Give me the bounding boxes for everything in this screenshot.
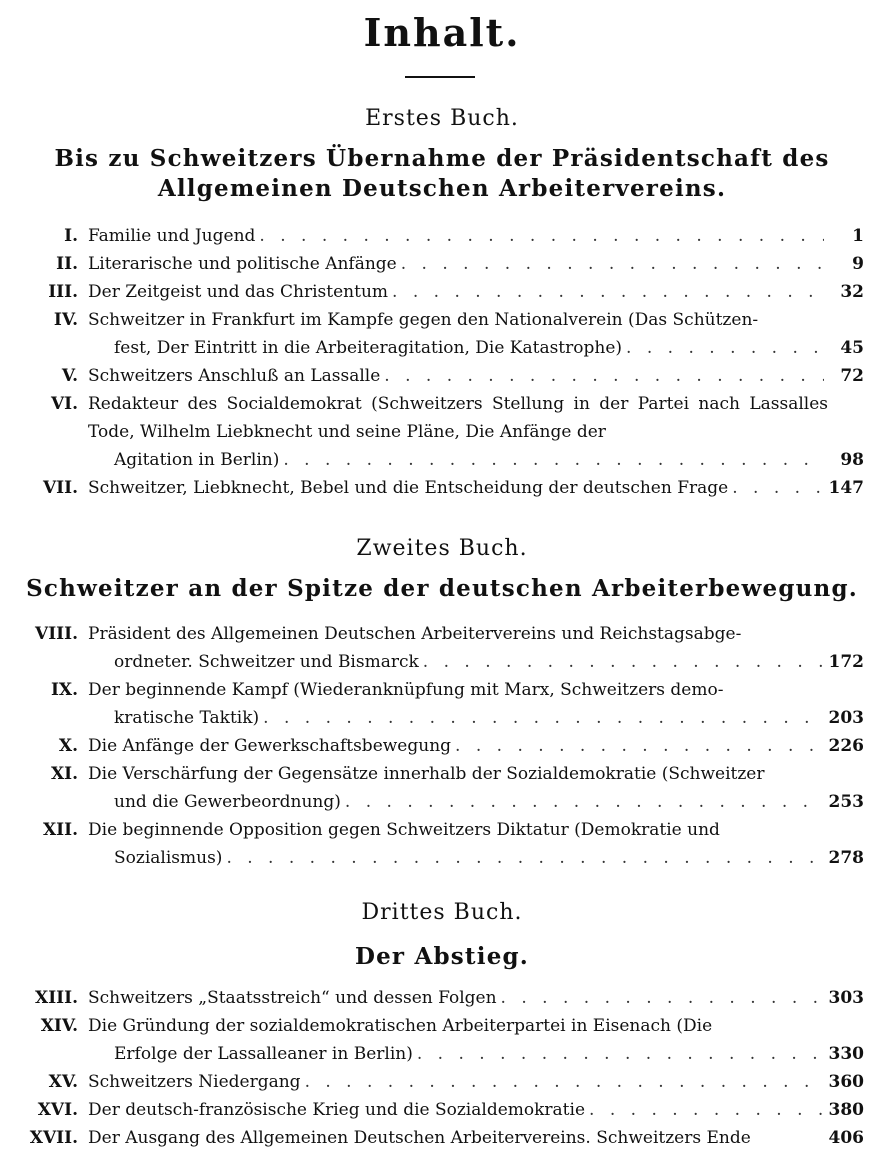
chapter-text xyxy=(88,306,828,362)
dot-leader xyxy=(283,446,824,474)
title-rule xyxy=(405,76,475,78)
page-number: 32 xyxy=(840,282,864,302)
page-number: 303 xyxy=(828,988,864,1008)
chapter-text xyxy=(88,620,828,676)
chapter-title-last-line xyxy=(88,278,828,306)
dot-leader xyxy=(401,250,824,278)
dot-leader xyxy=(423,648,824,676)
toc-entry xyxy=(0,1068,884,1096)
page-number: 203 xyxy=(828,708,864,728)
dot-leader xyxy=(384,362,824,390)
page-number: 226 xyxy=(828,736,864,756)
chapter-title-first-lines: Die Gründung der sozialdemokratischen Arbeiterpartei in Eisenach (Die xyxy=(88,1016,713,1036)
chapter-number: XV. xyxy=(48,1072,78,1092)
chapter-text xyxy=(88,816,828,872)
page-number: 278 xyxy=(828,848,864,868)
chapter-title: Agitation in Berlin) xyxy=(114,450,280,470)
chapter-text xyxy=(88,676,828,732)
page-number: 9 xyxy=(852,254,864,274)
chapter-text xyxy=(88,732,828,760)
page-number: 330 xyxy=(828,1044,864,1064)
chapter-number: III. xyxy=(48,282,78,302)
chapter-title: kratische Taktik) xyxy=(114,708,260,728)
book-3-title: Der Abstieg. xyxy=(354,943,530,970)
chapter-title-last-line xyxy=(114,1040,828,1068)
chapter-title: Schweitzers Anschluß an Lassalle xyxy=(88,366,381,386)
chapter-title: Schweitzer, Liebknecht, Bebel und die Entscheidung der deutschen Frage xyxy=(88,478,729,498)
toc-entry xyxy=(0,474,884,502)
chapter-number: IX. xyxy=(50,680,78,700)
chapter-text xyxy=(88,278,828,306)
dot-leader xyxy=(626,334,824,362)
chapter-title-last-line xyxy=(88,1096,828,1124)
toc-entry xyxy=(0,760,884,816)
chapter-title-first-lines: Redakteur des Socialdemokrat (Schweitzers Stellung in der Partei nach Lassalles Tode, Wilhelm Liebknecht und seine Pläne, Die Anfänge der xyxy=(88,394,828,442)
chapter-title-last-line xyxy=(88,732,828,760)
chapter-text xyxy=(88,390,828,474)
page-number: 45 xyxy=(840,338,864,358)
book-1-toc xyxy=(0,222,884,502)
dot-leader xyxy=(392,278,824,306)
chapter-title-last-line xyxy=(114,704,828,732)
chapter-text xyxy=(88,984,828,1012)
chapter-number: XI. xyxy=(50,764,78,784)
dot-leader xyxy=(305,1068,824,1096)
toc-entry xyxy=(0,984,884,1012)
chapter-number: VI. xyxy=(50,394,78,414)
dot-leader xyxy=(259,222,824,250)
toc-entry xyxy=(0,250,884,278)
page-number: 72 xyxy=(840,366,864,386)
chapter-title-last-line xyxy=(88,1068,828,1096)
chapter-title: Der Zeitgeist und das Christentum xyxy=(88,282,389,302)
chapter-title-first-lines: Die beginnende Opposition gegen Schweitzers Diktatur (Demokratie und xyxy=(88,820,720,840)
chapter-number: XVII. xyxy=(29,1128,78,1148)
toc-entry xyxy=(0,732,884,760)
toc-entry xyxy=(0,816,884,872)
page-number: 98 xyxy=(840,450,864,470)
chapter-title: Die Anfänge der Gewerkschaftsbewegung xyxy=(88,736,452,756)
chapter-number: VII. xyxy=(42,478,78,498)
chapter-number: II. xyxy=(56,254,78,274)
chapter-title-last-line xyxy=(114,446,828,474)
chapter-title-first-lines: Die Verschärfung der Gegensätze innerhalb der Sozialdemokratie (Schweitzer xyxy=(88,764,765,784)
chapter-title: Sozialismus) xyxy=(114,848,223,868)
book-2-label: Zweites Buch. xyxy=(356,536,528,561)
chapter-title: Erfolge der Lassalleaner in Berlin) xyxy=(114,1044,413,1064)
chapter-title-last-line xyxy=(88,362,828,390)
chapter-title: ordneter. Schweitzer und Bismarck xyxy=(114,652,419,672)
chapter-text xyxy=(88,362,828,390)
chapter-text xyxy=(88,250,828,278)
chapter-title-last-line xyxy=(114,334,828,362)
toc-entry xyxy=(0,1124,884,1152)
chapter-number: I. xyxy=(64,226,78,246)
chapter-title: fest, Der Eintritt in die Arbeiteragitation, Die Katastrophe) xyxy=(114,338,623,358)
dot-leader xyxy=(589,1096,824,1124)
page-number: 360 xyxy=(828,1072,864,1092)
book-3-label: Drittes Buch. xyxy=(361,900,523,925)
chapter-title: Schweitzers Niedergang xyxy=(88,1072,301,1092)
toc-entry xyxy=(0,362,884,390)
toc-entry xyxy=(0,278,884,306)
book-2-toc xyxy=(0,620,884,872)
chapter-title-first-lines: Präsident des Allgemeinen Deutschen Arbeitervereins und Reichstagsabge- xyxy=(88,624,742,644)
dot-leader xyxy=(263,704,824,732)
chapter-text xyxy=(88,760,828,816)
toc-entry xyxy=(0,222,884,250)
chapter-text xyxy=(88,1124,828,1152)
chapter-title-last-line xyxy=(114,648,828,676)
book-1-label: Erstes Buch. xyxy=(365,106,519,131)
book-2-title: Schweitzer an der Spitze der deutschen Arbeiterbewegung. xyxy=(26,575,858,602)
page-number: 253 xyxy=(828,792,864,812)
chapter-number: VIII. xyxy=(35,624,78,644)
page-number: 172 xyxy=(828,652,864,672)
toc-entry xyxy=(0,620,884,676)
page-number: 147 xyxy=(828,478,864,498)
chapter-title-last-line xyxy=(88,250,828,278)
dot-leader xyxy=(455,732,824,760)
chapter-text xyxy=(88,1012,828,1068)
dot-leader xyxy=(417,1040,824,1068)
chapter-number: XIV. xyxy=(40,1016,78,1036)
book-3-toc xyxy=(0,984,884,1152)
toc-entry xyxy=(0,1012,884,1068)
chapter-number: X. xyxy=(58,736,78,756)
chapter-text xyxy=(88,1096,828,1124)
chapter-text xyxy=(88,1068,828,1096)
chapter-title-last-line xyxy=(88,222,828,250)
chapter-number: IV. xyxy=(53,310,78,330)
chapter-title-first-lines: Schweitzer in Frankfurt im Kampfe gegen den Nationalverein (Das Schützen- xyxy=(88,310,759,330)
chapter-title: Der Ausgang des Allgemeinen Deutschen Arbeitervereins. Schweitzers Ende xyxy=(88,1128,751,1148)
chapter-title-last-line xyxy=(88,1124,828,1152)
chapter-title-first-lines: Der beginnende Kampf (Wiederanknüpfung mit Marx, Schweitzers demo- xyxy=(88,680,724,700)
chapter-text xyxy=(88,474,828,502)
chapter-number: XIII. xyxy=(35,988,78,1008)
toc-entry xyxy=(0,390,884,474)
book-1-title: Bis zu Schweitzers Übernahme der Präsidentschaft des Allgemeinen Deutschen Arbeitervereins. xyxy=(54,145,830,202)
chapter-title: Literarische und politische Anfänge xyxy=(88,254,397,274)
chapter-title-last-line xyxy=(88,984,828,1012)
page-number: 1 xyxy=(852,226,864,246)
chapter-title-last-line xyxy=(114,788,828,816)
chapter-title: und die Gewerbeordnung) xyxy=(114,792,341,812)
toc-entry xyxy=(0,1096,884,1124)
chapter-title: Schweitzers „Staatsstreich“ und dessen Folgen xyxy=(88,988,497,1008)
chapter-text xyxy=(88,222,828,250)
page-number: 406 xyxy=(828,1128,864,1148)
chapter-number: V. xyxy=(61,366,78,386)
page-number: 380 xyxy=(828,1100,864,1120)
dot-leader xyxy=(226,844,824,872)
toc-entry xyxy=(0,676,884,732)
chapter-title: Familie und Jugend xyxy=(88,226,256,246)
dot-leader xyxy=(345,788,824,816)
dot-leader xyxy=(501,984,824,1012)
chapter-title-last-line xyxy=(114,844,828,872)
toc-entry xyxy=(0,306,884,362)
chapter-number: XVI. xyxy=(37,1100,78,1120)
chapter-title-last-line xyxy=(88,474,828,502)
chapter-number: XII. xyxy=(42,820,78,840)
page-title: Inhalt. xyxy=(363,10,521,55)
dot-leader xyxy=(732,474,824,502)
chapter-title: Der deutsch-französische Krieg und die Sozialdemokratie xyxy=(88,1100,586,1120)
